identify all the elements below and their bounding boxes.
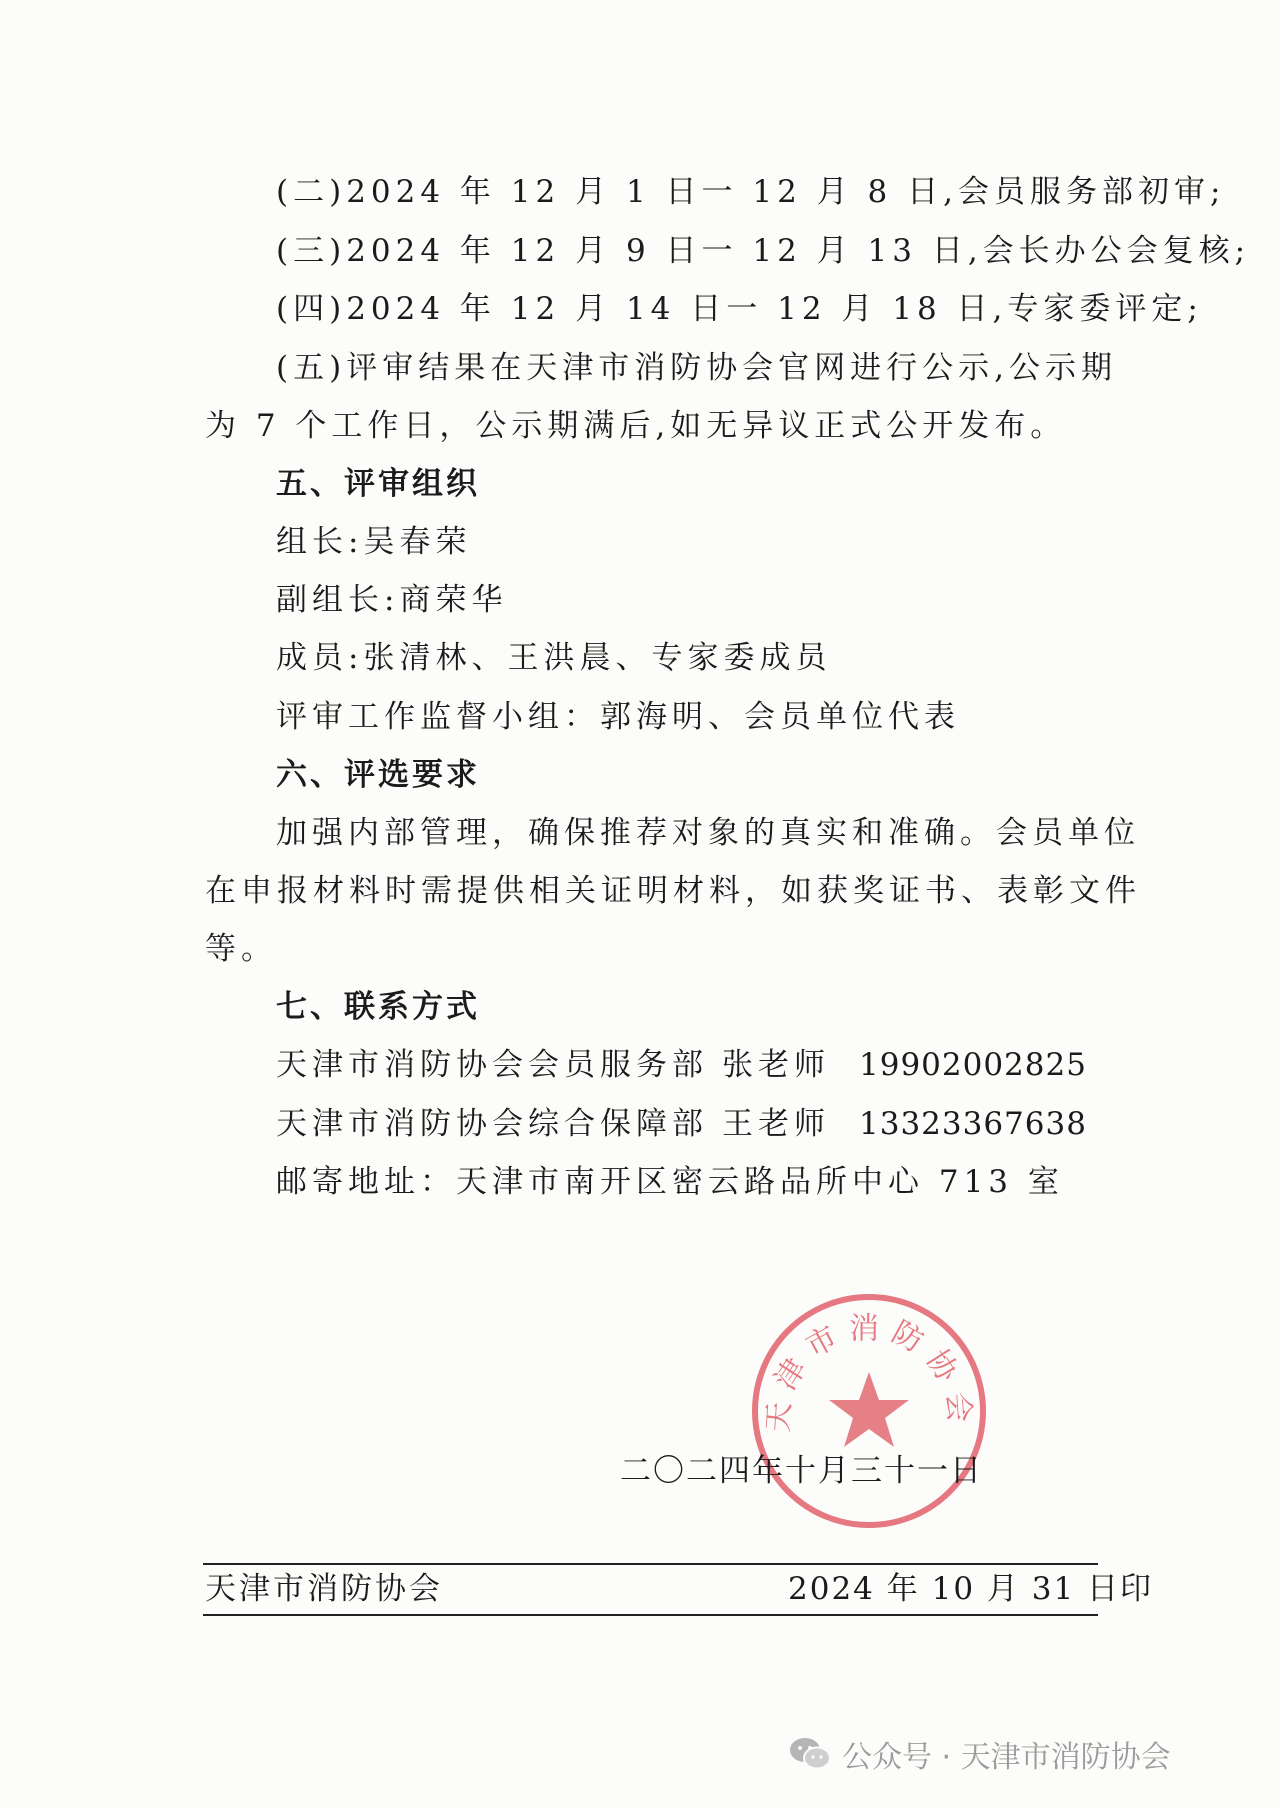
- footer-organization: 天津市消防协会: [205, 1571, 443, 1607]
- footer-print-date: 2024 年 10 月 31 日印: [788, 1571, 1154, 1607]
- seal-text: 天津市消防协会: [760, 1311, 978, 1434]
- requirements-text-3: 等。: [205, 931, 277, 967]
- members: 成员:张清林、王洪晨、专家委成员: [276, 640, 832, 676]
- seal-star-icon: [829, 1372, 909, 1447]
- section-heading-contact: 七、联系方式: [276, 989, 480, 1025]
- requirements-text-1: 加强内部管理，确保推荐对象的真实和准确。会员单位: [276, 815, 1140, 851]
- contact-dept: 天津市消防协会会员服务部: [276, 1047, 708, 1083]
- team-leader: 组长:吴春荣: [276, 524, 472, 560]
- requirements-text-2: 在申报材料时需提供相关证明材料，如获奖证书、表彰文件: [205, 873, 1141, 909]
- contact-person: 张老师: [722, 1047, 830, 1083]
- schedule-item-3: (三)2024 年 12 月 9 日一 12 月 13 日,会长办公会复核;: [276, 233, 1251, 269]
- contact-phone: 19902002825: [859, 1047, 1087, 1083]
- contact-person: 王老师: [722, 1106, 830, 1142]
- watermark-text: 公众号 · 天津市消防协会: [842, 1740, 1171, 1775]
- footer-rule-bottom: [203, 1614, 1098, 1616]
- schedule-item-5-cont: 为 7 个工作日，公示期满后,如无异议正式公开发布。: [205, 408, 1067, 444]
- contact-phone: 13323367638: [859, 1106, 1087, 1142]
- deputy-leader: 副组长:商荣华: [276, 582, 508, 618]
- section-heading-review-organization: 五、评审组织: [276, 466, 480, 502]
- wechat-watermark: [788, 1732, 1171, 1776]
- schedule-item-2: (二)2024 年 12 月 1 日一 12 月 8 日,会员服务部初审;: [276, 174, 1226, 210]
- mailing-address: 邮寄地址：天津市南开区密云路品所中心 713 室: [276, 1164, 1064, 1200]
- section-heading-requirements: 六、评选要求: [276, 757, 480, 793]
- wechat-icon: [788, 1736, 832, 1772]
- supervision-group: 评审工作监督小组：郭海明、会员单位代表: [276, 699, 960, 735]
- schedule-item-4: (四)2024 年 12 月 14 日一 12 月 18 日,专家委评定;: [276, 291, 1203, 327]
- signature-date: 二〇二四年十月三十一日: [620, 1453, 983, 1489]
- contact-dept: 天津市消防协会综合保障部: [276, 1106, 708, 1142]
- footer-rule-top: [203, 1563, 1098, 1565]
- schedule-item-5: (五)评审结果在天津市消防协会官网进行公示,公示期: [276, 350, 1118, 386]
- official-seal: [748, 1290, 990, 1532]
